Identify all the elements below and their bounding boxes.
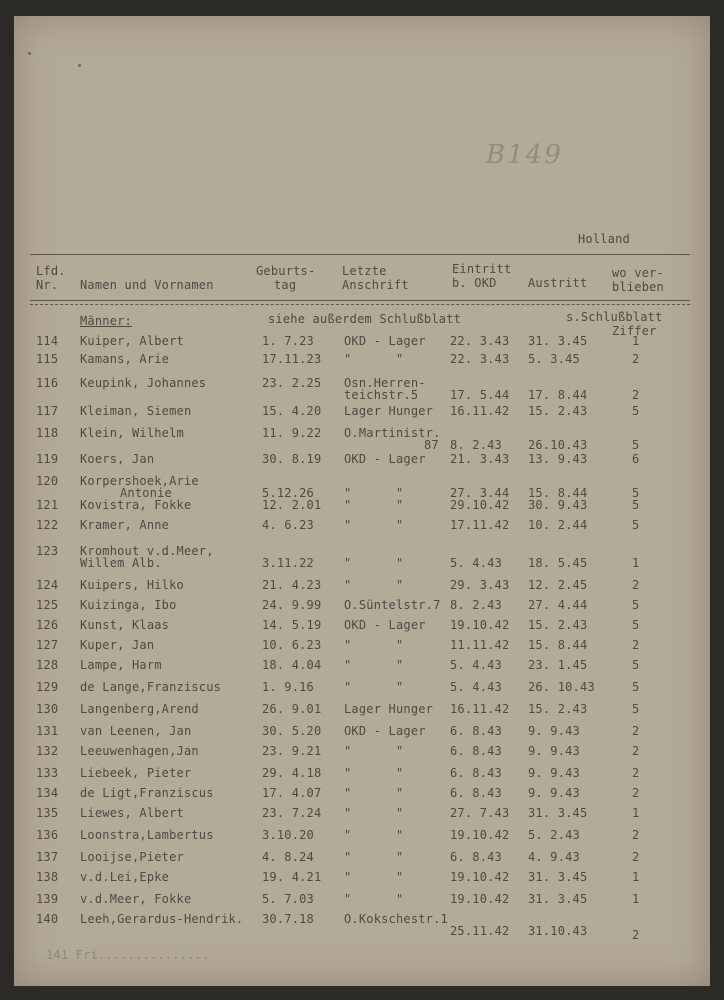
- row-number: 127: [36, 638, 59, 652]
- row-birth-date: 15. 4.20: [262, 404, 322, 418]
- row-entry-date: 27. 7.43: [450, 806, 510, 820]
- row-entry-date: 16.11.42: [450, 404, 510, 418]
- row-address: " ": [344, 892, 404, 906]
- row-address: O.Süntelstr.7: [344, 598, 441, 612]
- row-number: 137: [36, 850, 59, 864]
- row-name: Kuipers, Hilko: [80, 578, 184, 592]
- row-remain-code: 5: [632, 598, 640, 612]
- row-name: Liebeek, Pieter: [80, 766, 192, 780]
- row-name-line2: Willem Alb.: [80, 556, 162, 570]
- row-entry-date: 19.10.42: [450, 618, 510, 632]
- row-birth-date: 23. 9.21: [262, 744, 322, 758]
- row-number: 122: [36, 518, 59, 532]
- row-name: Kuiper, Albert: [80, 334, 184, 348]
- row-entry-date: 5. 4.43: [450, 680, 502, 694]
- row-remain-code: 1: [632, 892, 640, 906]
- col-entry-line1: Eintritt: [452, 262, 512, 276]
- row-number: 121: [36, 498, 59, 512]
- row-birth-date: 30. 5.20: [262, 724, 322, 738]
- row-name: Kunst, Klaas: [80, 618, 170, 632]
- row-address: " ": [344, 744, 404, 758]
- row-exit-date: 23. 1.45: [528, 658, 588, 672]
- row-address: O.Kokschestr.1: [344, 912, 448, 926]
- row-address: Lager Hunger: [344, 404, 434, 418]
- row-name: Loonstra,Lambertus: [80, 828, 214, 842]
- note-right-line1: s.Schlußblatt: [566, 310, 663, 324]
- section-label: Männer:: [80, 314, 132, 328]
- row-remain-code: 2: [632, 388, 640, 402]
- row-name: de Lange,Franziscus: [80, 680, 222, 694]
- row-number: 132: [36, 744, 59, 758]
- row-name: Klein, Wilhelm: [80, 426, 184, 440]
- row-entry-date: 17. 5.44: [450, 388, 510, 402]
- row-number: 134: [36, 786, 59, 800]
- row-number: 138: [36, 870, 59, 884]
- punch-mark: [28, 52, 31, 55]
- col-lfd-line2: Nr.: [36, 278, 59, 292]
- row-birth-date: 23. 7.24: [262, 806, 322, 820]
- row-name: Liewes, Albert: [80, 806, 184, 820]
- row-number: 115: [36, 352, 59, 366]
- col-entry-line2: b. OKD: [452, 276, 497, 290]
- row-number: 116: [36, 376, 59, 390]
- row-address: OKD - Lager: [344, 334, 426, 348]
- row-entry-date: 11.11.42: [450, 638, 510, 652]
- row-birth-date: 5.12.26: [262, 486, 314, 500]
- row-address: " ": [344, 806, 404, 820]
- row-birth-date: 3.11.22: [262, 556, 314, 570]
- row-remain-code: 2: [632, 928, 640, 942]
- row-entry-date: 25.11.42: [450, 924, 510, 938]
- row-number: 129: [36, 680, 59, 694]
- row-name: Looijse,Pieter: [80, 850, 184, 864]
- row-name: Kovistra, Fokke: [80, 498, 192, 512]
- row-birth-date: 5. 7.03: [262, 892, 314, 906]
- row-exit-date: 9. 9.43: [528, 724, 580, 738]
- row-name-line2: Antonie: [120, 486, 172, 500]
- row-address-line2: teichstr.5: [344, 388, 419, 402]
- col-lfd-line1: Lfd.: [36, 264, 66, 278]
- row-remain-code: 1: [632, 556, 640, 570]
- row-name: Koers, Jan: [80, 452, 155, 466]
- row-exit-date: 31. 3.45: [528, 806, 588, 820]
- row-entry-date: 5. 4.43: [450, 658, 502, 672]
- row-birth-date: 4. 6.23: [262, 518, 314, 532]
- row-entry-date: 6. 8.43: [450, 850, 502, 864]
- row-birth-date: 3.10.20: [262, 828, 314, 842]
- row-number: 140: [36, 912, 59, 926]
- row-remain-code: 2: [632, 786, 640, 800]
- row-exit-date: 9. 9.43: [528, 766, 580, 780]
- row-name: van Leenen, Jan: [80, 724, 192, 738]
- row-exit-date: 15. 8.44: [528, 638, 588, 652]
- row-entry-date: 17.11.42: [450, 518, 510, 532]
- row-remain-code: 1: [632, 334, 640, 348]
- row-name: Kamans, Arie: [80, 352, 170, 366]
- row-name: Leeuwenhagen,Jan: [80, 744, 199, 758]
- row-number: 118: [36, 426, 59, 440]
- country-label: Holland: [578, 232, 630, 246]
- punch-mark: [78, 64, 81, 67]
- row-name: Korpershoek,Arie: [80, 474, 199, 488]
- note-right-line2: Ziffer: [612, 324, 657, 338]
- row-exit-date: 26. 10.43: [528, 680, 595, 694]
- row-exit-date: 9. 9.43: [528, 786, 580, 800]
- row-number: 131: [36, 724, 59, 738]
- row-name: Kramer, Anne: [80, 518, 170, 532]
- row-exit-date: 30. 9.43: [528, 498, 588, 512]
- row-remain-code: 5: [632, 438, 640, 452]
- row-number: 126: [36, 618, 59, 632]
- row-number: 117: [36, 404, 59, 418]
- row-address: " ": [344, 828, 404, 842]
- footer-faint-line: 141 Fri...............: [46, 948, 210, 962]
- row-number: 139: [36, 892, 59, 906]
- row-name: Kuizinga, Ibo: [80, 598, 177, 612]
- row-address: " ": [344, 578, 404, 592]
- row-birth-date: 30.7.18: [262, 912, 314, 926]
- col-name-header: Namen und Vornamen: [80, 278, 214, 292]
- col-birth-line1: Geburts-: [256, 264, 316, 278]
- row-number: 130: [36, 702, 59, 716]
- note-schlussblatt: siehe außerdem Schlußblatt: [268, 312, 462, 326]
- row-entry-date: 22. 3.43: [450, 352, 510, 366]
- row-birth-date: 23. 2.25: [262, 376, 322, 390]
- row-name: Leeh,Gerardus-Hendrik.: [80, 912, 244, 926]
- row-name: v.d.Meer, Fokke: [80, 892, 192, 906]
- row-number: 136: [36, 828, 59, 842]
- row-name: Kleiman, Siemen: [80, 404, 192, 418]
- row-birth-date: 21. 4.23: [262, 578, 322, 592]
- row-remain-code: 5: [632, 680, 640, 694]
- row-name: Langenberg,Arend: [80, 702, 199, 716]
- row-remain-code: 2: [632, 766, 640, 780]
- row-birth-date: 17. 4.07: [262, 786, 322, 800]
- row-address: " ": [344, 786, 404, 800]
- row-address: OKD - Lager: [344, 452, 426, 466]
- row-birth-date: 30. 8.19: [262, 452, 322, 466]
- row-exit-date: 26.10.43: [528, 438, 588, 452]
- row-name: v.d.Lei,Epke: [80, 870, 170, 884]
- row-exit-date: 5. 2.43: [528, 828, 580, 842]
- row-remain-code: 2: [632, 578, 640, 592]
- row-exit-date: 15. 8.44: [528, 486, 588, 500]
- col-address-line1: Letzte: [342, 264, 387, 278]
- row-remain-code: 1: [632, 806, 640, 820]
- row-remain-code: 2: [632, 850, 640, 864]
- col-exit-header: Austritt: [528, 276, 588, 290]
- row-address: O.Martinistr.: [344, 426, 441, 440]
- row-address: " ": [344, 556, 404, 570]
- row-address-line2: 87: [424, 438, 439, 452]
- row-birth-date: 1. 9.16: [262, 680, 314, 694]
- row-exit-date: 17. 8.44: [528, 388, 588, 402]
- row-address: " ": [344, 518, 404, 532]
- col-remain-line1: wo ver-: [612, 266, 664, 280]
- row-name: Kuper, Jan: [80, 638, 155, 652]
- row-remain-code: 5: [632, 518, 640, 532]
- row-exit-date: 31. 3.45: [528, 334, 588, 348]
- row-birth-date: 12. 2.01: [262, 498, 322, 512]
- row-remain-code: 2: [632, 744, 640, 758]
- row-birth-date: 14. 5.19: [262, 618, 322, 632]
- row-address: Lager Hunger: [344, 702, 434, 716]
- row-birth-date: 18. 4.04: [262, 658, 322, 672]
- row-remain-code: 2: [632, 352, 640, 366]
- row-remain-code: 5: [632, 658, 640, 672]
- row-exit-date: 31. 3.45: [528, 892, 588, 906]
- row-entry-date: 19.10.42: [450, 892, 510, 906]
- row-entry-date: 19.10.42: [450, 870, 510, 884]
- row-entry-date: 22. 3.43: [450, 334, 510, 348]
- row-entry-date: 6. 8.43: [450, 766, 502, 780]
- col-birth-line2: tag: [274, 278, 297, 292]
- row-name: Keupink, Johannes: [80, 376, 207, 390]
- row-number: 128: [36, 658, 59, 672]
- row-address: " ": [344, 680, 404, 694]
- row-address: OKD - Lager: [344, 618, 426, 632]
- row-entry-date: 6. 8.43: [450, 786, 502, 800]
- row-number: 120: [36, 474, 59, 488]
- row-exit-date: 15. 2.43: [528, 404, 588, 418]
- row-name: de Ligt,Franziscus: [80, 786, 214, 800]
- row-address: OKD - Lager: [344, 724, 426, 738]
- row-exit-date: 15. 2.43: [528, 702, 588, 716]
- row-address: " ": [344, 766, 404, 780]
- header-bottom-rule: [30, 300, 690, 301]
- row-name: Lampe, Harm: [80, 658, 162, 672]
- row-name: Kromhout v.d.Meer,: [80, 544, 214, 558]
- row-address: " ": [344, 498, 404, 512]
- row-address: " ": [344, 850, 404, 864]
- row-exit-date: 18. 5.45: [528, 556, 588, 570]
- row-address: " ": [344, 638, 404, 652]
- row-entry-date: 8. 2.43: [450, 598, 502, 612]
- row-entry-date: 8. 2.43: [450, 438, 502, 452]
- row-remain-code: 2: [632, 724, 640, 738]
- header-dashed-rule: [30, 304, 690, 305]
- row-remain-code: 5: [632, 702, 640, 716]
- row-entry-date: 5. 4.43: [450, 556, 502, 570]
- row-birth-date: 19. 4.21: [262, 870, 322, 884]
- row-remain-code: 5: [632, 618, 640, 632]
- row-exit-date: 9. 9.43: [528, 744, 580, 758]
- row-number: 125: [36, 598, 59, 612]
- row-number: 114: [36, 334, 59, 348]
- row-address: " ": [344, 870, 404, 884]
- row-birth-date: 10. 6.23: [262, 638, 322, 652]
- row-birth-date: 17.11.23: [262, 352, 322, 366]
- row-birth-date: 29. 4.18: [262, 766, 322, 780]
- row-exit-date: 12. 2.45: [528, 578, 588, 592]
- row-entry-date: 16.11.42: [450, 702, 510, 716]
- row-address: " ": [344, 486, 404, 500]
- row-entry-date: 6. 8.43: [450, 724, 502, 738]
- row-address: Osn.Herren-: [344, 376, 426, 390]
- row-address: " ": [344, 658, 404, 672]
- col-address-line2: Anschrift: [342, 278, 409, 292]
- row-birth-date: 4. 8.24: [262, 850, 314, 864]
- row-number: 133: [36, 766, 59, 780]
- row-entry-date: 6. 8.43: [450, 744, 502, 758]
- row-exit-date: 10. 2.44: [528, 518, 588, 532]
- row-remain-code: 1: [632, 870, 640, 884]
- row-exit-date: 31.10.43: [528, 924, 588, 938]
- row-number: 119: [36, 452, 59, 466]
- row-birth-date: 26. 9.01: [262, 702, 322, 716]
- row-exit-date: 4. 9.43: [528, 850, 580, 864]
- row-exit-date: 31. 3.45: [528, 870, 588, 884]
- header-top-rule: [30, 254, 690, 255]
- row-entry-date: 19.10.42: [450, 828, 510, 842]
- row-exit-date: 27. 4.44: [528, 598, 588, 612]
- row-remain-code: 2: [632, 828, 640, 842]
- row-entry-date: 21. 3.43: [450, 452, 510, 466]
- row-remain-code: 2: [632, 638, 640, 652]
- row-entry-date: 29.10.42: [450, 498, 510, 512]
- row-exit-date: 15. 2.43: [528, 618, 588, 632]
- row-number: 124: [36, 578, 59, 592]
- row-birth-date: 11. 9.22: [262, 426, 322, 440]
- row-exit-date: 13. 9.43: [528, 452, 588, 466]
- row-remain-code: 5: [632, 498, 640, 512]
- row-entry-date: 27. 3.44: [450, 486, 510, 500]
- row-remain-code: 5: [632, 486, 640, 500]
- row-remain-code: 6: [632, 452, 640, 466]
- col-remain-line2: blieben: [612, 280, 664, 294]
- row-remain-code: 5: [632, 404, 640, 418]
- row-number: 123: [36, 544, 59, 558]
- archive-stamp: B149: [486, 140, 563, 170]
- row-birth-date: 24. 9.99: [262, 598, 322, 612]
- row-exit-date: 5. 3.45: [528, 352, 580, 366]
- row-number: 135: [36, 806, 59, 820]
- row-birth-date: 1. 7.23: [262, 334, 314, 348]
- row-entry-date: 29. 3.43: [450, 578, 510, 592]
- row-address: " ": [344, 352, 404, 366]
